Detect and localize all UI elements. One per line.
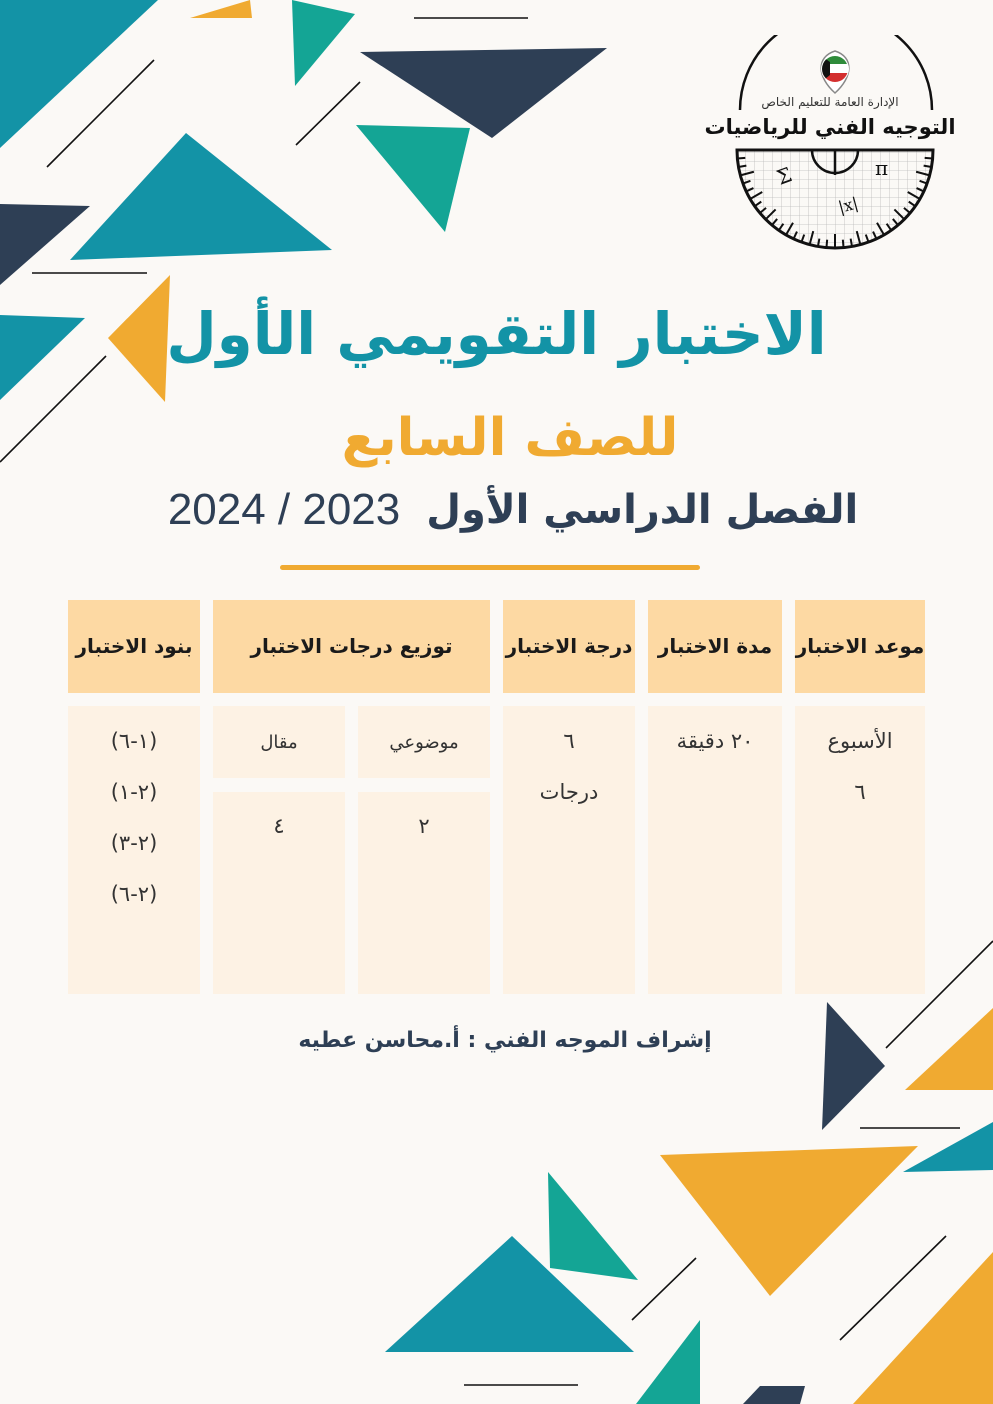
item-line: (٢-١) (110, 780, 158, 804)
essay-label: مقال (213, 706, 345, 778)
objective-value: ٢ (358, 792, 490, 994)
logo-department: التوجيه الفني للرياضيات (704, 115, 956, 139)
pi-symbol: π (875, 156, 889, 180)
page-title: الاختبار التقويمي الأول (166, 300, 827, 368)
item-line: (٢-٣) (110, 831, 158, 855)
item-line: (٢-٦) (110, 882, 158, 906)
header-score: درجة الاختبار (503, 600, 635, 693)
term-label: الفصل الدراسي الأول (426, 487, 859, 533)
header-distribution: توزيع درجات الاختبار (213, 600, 490, 693)
protractor-tick (843, 240, 844, 248)
protractor-tick (925, 158, 933, 159)
items-cell (68, 706, 200, 994)
green-triangle (292, 0, 355, 86)
date-line: ٦ (854, 780, 866, 804)
logo (700, 35, 960, 250)
supervisor-credit: إشراف الموجه الفني : أ.محاسن عطيه (298, 1028, 712, 1053)
teal-triangle (0, 0, 158, 148)
date-line: الأسبوع (827, 729, 893, 753)
gold-triangle (853, 1252, 993, 1404)
green-triangle (636, 1320, 700, 1404)
score-line: ٦ (563, 729, 575, 753)
green-triangle (548, 1172, 638, 1280)
protractor-tick (924, 166, 932, 167)
duration-cell (648, 706, 782, 994)
protractor-tick (851, 239, 852, 247)
term-line (167, 482, 859, 538)
protractor-tick (826, 240, 827, 248)
logo-authority: الإدارة العامة للتعليم الخاص (761, 95, 899, 109)
essay-value: ٤ (213, 792, 345, 994)
protractor-emblem (700, 35, 960, 250)
navy-triangle (822, 1002, 885, 1130)
item-line: (١-٦) (110, 729, 158, 753)
sigma-symbol: Σ (773, 162, 795, 190)
grade-title: للصف السابع (341, 408, 679, 468)
objective-label: موضوعي (358, 706, 490, 778)
score-line: درجات (539, 780, 599, 804)
gold-triangle (190, 0, 252, 18)
header-duration: مدة الاختبار (648, 600, 782, 693)
header-date: موعد الاختبار (795, 600, 925, 693)
protractor-tick (818, 239, 819, 247)
abs-symbol: |x| (836, 193, 861, 217)
gold-triangle (660, 1146, 918, 1296)
green-triangle (356, 125, 470, 232)
header-items: بنود الاختبار (68, 600, 200, 693)
date-cell (795, 706, 925, 994)
academic-years: 2024 / 2023 (167, 485, 401, 534)
protractor-tick (737, 158, 745, 159)
score-cell (503, 706, 635, 994)
navy-triangle (743, 1386, 805, 1404)
teal-triangle (70, 133, 332, 260)
title-divider (280, 565, 700, 570)
duration-line: ٢٠ دقيقة (676, 729, 754, 753)
navy-triangle (360, 48, 607, 138)
protractor-tick (738, 166, 746, 167)
